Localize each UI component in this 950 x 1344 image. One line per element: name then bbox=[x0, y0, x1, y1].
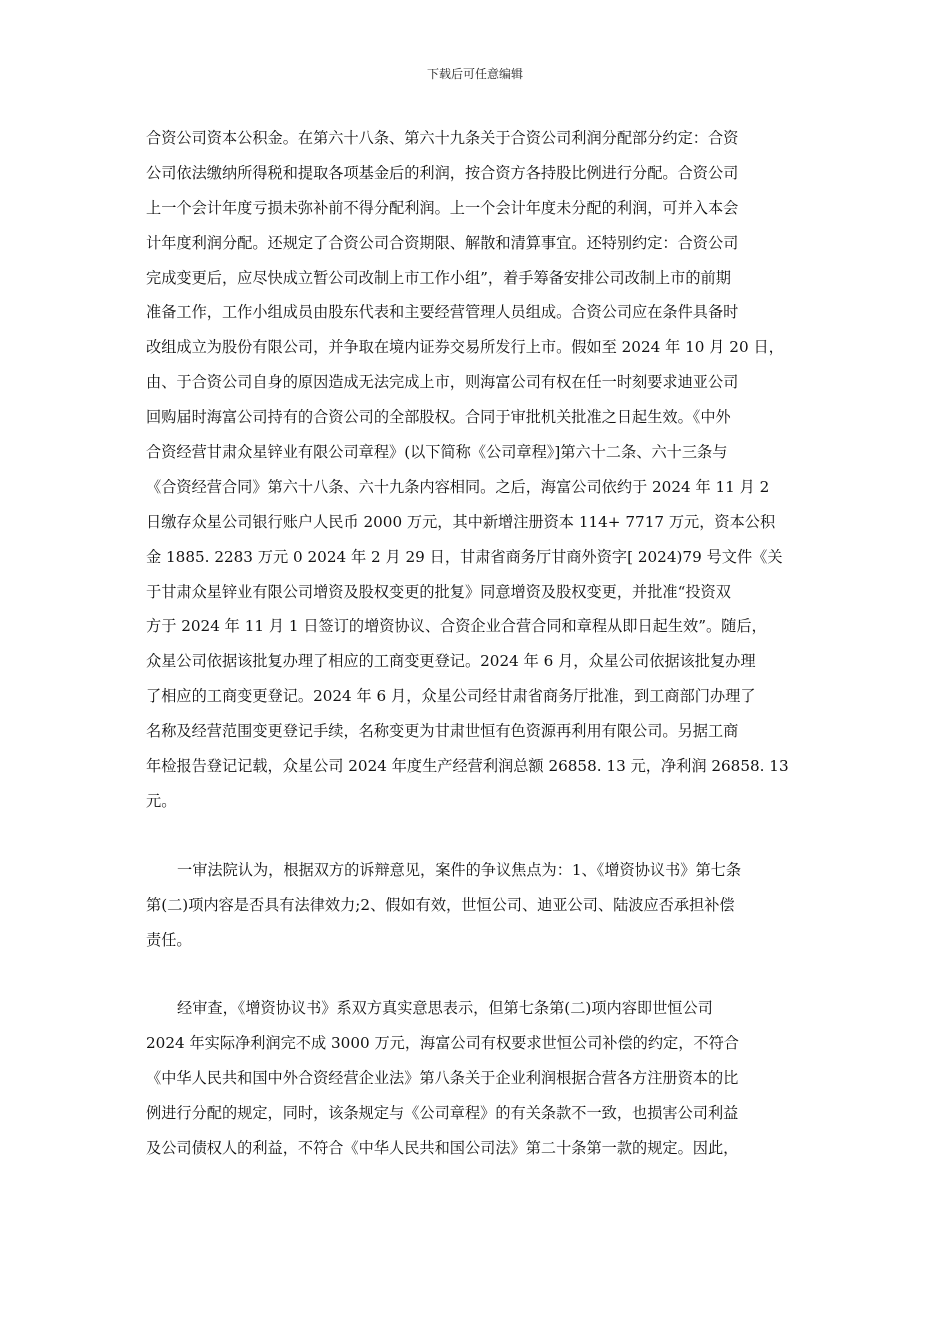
text-line: 计年度利润分配。还规定了合资公司合资期限、解散和清算事宜。还特别约定：合资公司 bbox=[146, 233, 739, 252]
text-line: 及公司债权人的利益，不符合《中华人民共和国公司法》第二十条第一款的规定。因此， bbox=[146, 1139, 739, 1158]
text-line: 由、于合资公司自身的原因造成无法完成上市，则海富公司有权在任一时刻要求迪亚公司 bbox=[146, 373, 739, 392]
text-line: 改组成立为股份有限公司，并争取在境内证券交易所发行上市。假如至 2024 年 10 月 20 日， bbox=[146, 338, 784, 357]
text-line: 一审法院认为，根据双方的诉辩意见，案件的争议焦点为：1、《增资协议书》第七条 bbox=[177, 860, 742, 879]
text-line: 了相应的工商变更登记。2024 年 6 月，众星公司经甘肃省商务厅批准，到工商部门办理了 bbox=[146, 687, 756, 706]
text-line: 元。 bbox=[146, 791, 177, 810]
text-line: 于甘肃众星锌业有限公司增资及股权变更的批复》同意增资及股权变更，并批准“投资双 bbox=[146, 582, 731, 601]
text-line: 众星公司依据该批复办理了相应的工商变更登记。2024 年 6 月，众星公司依据该批复办理 bbox=[146, 652, 756, 671]
text-line: 日缴存众星公司银行账户人民币 2000 万元，其中新增注册资本 114+ 7717 万元，资本公积 bbox=[146, 512, 776, 531]
text-line: 合资经营甘肃众星锌业有限公司章程》(以下简称《公司章程》]第六十二条、六十三条与 bbox=[146, 443, 728, 462]
text-line: 回购届时海富公司持有的合资公司的全部股权。合同于审批机关批准之日起生效。《中外 bbox=[146, 408, 731, 427]
document-body bbox=[146, 121, 816, 1166]
text-line: 2024 年实际净利润完不成 3000 万元，海富公司有权要求世恒公司补偿的约定，不符合 bbox=[146, 1034, 739, 1053]
text-line: 经审查，《增资协议书》系双方真实意思表示，但第七条第(二)项内容即世恒公司 bbox=[177, 999, 713, 1018]
text-line: 《合资经营合同》第六十八条、六十九条内容相同。之后，海富公司依约于 2024 年 11 月 2 bbox=[146, 477, 770, 496]
text-line: 方于 2024 年 11 月 1 日签订的增资协议、合资企业合营合同和章程从即日起生效”。随后， bbox=[146, 617, 767, 636]
paragraph-2 bbox=[146, 853, 816, 958]
text-line: 第(二)项内容是否具有法律效力;2、假如有效，世恒公司、迪亚公司、陆波应否承担补偿 bbox=[146, 895, 735, 914]
text-line: 例进行分配的规定，同时，该条规定与《公司章程》的有关条款不一致，也损害公司利益 bbox=[146, 1104, 739, 1123]
text-line: 《中华人民共和国中外合资经营企业法》第八条关于企业利润根据合营各方注册资本的比 bbox=[146, 1069, 739, 1088]
text-line: 名称及经营范围变更登记手续，名称变更为甘肃世恒有色资源再利用有限公司。另据工商 bbox=[146, 722, 739, 741]
text-line: 年检报告登记记载，众星公司 2024 年度生产经营利润总额 26858. 13 元，净利润 26858. 13 bbox=[146, 757, 789, 776]
text-line: 责任。 bbox=[146, 930, 192, 949]
paragraph-1 bbox=[146, 121, 816, 819]
paragraph-3 bbox=[146, 991, 816, 1165]
text-line: 上一个会计年度亏损未弥补前不得分配利润。上一个会计年度未分配的利润，可并入本会 bbox=[146, 198, 739, 217]
text-line: 合资公司资本公积金。在第六十八条、第六十九条关于合资公司利润分配部分约定：合资 bbox=[146, 129, 739, 147]
text-line: 准备工作，工作小组成员由股东代表和主要经营管理人员组成。合资公司应在条件具备时 bbox=[146, 303, 739, 322]
text-line: 公司依法缴纳所得税和提取各项基金后的利润，按合资方各持股比例进行分配。合资公司 bbox=[146, 163, 739, 182]
page-header: 下载后可任意编辑 bbox=[426, 67, 523, 81]
text-line: 金 1885. 2283 万元 0 2024 年 2 月 29 日，甘肃省商务厅甘商外资字[ 2024)79 号文件《关 bbox=[146, 547, 783, 566]
text-line: 完成变更后，应尽快成立暂公司改制上市工作小组”，着手筹备安排公司改制上市的前期 bbox=[146, 268, 731, 287]
